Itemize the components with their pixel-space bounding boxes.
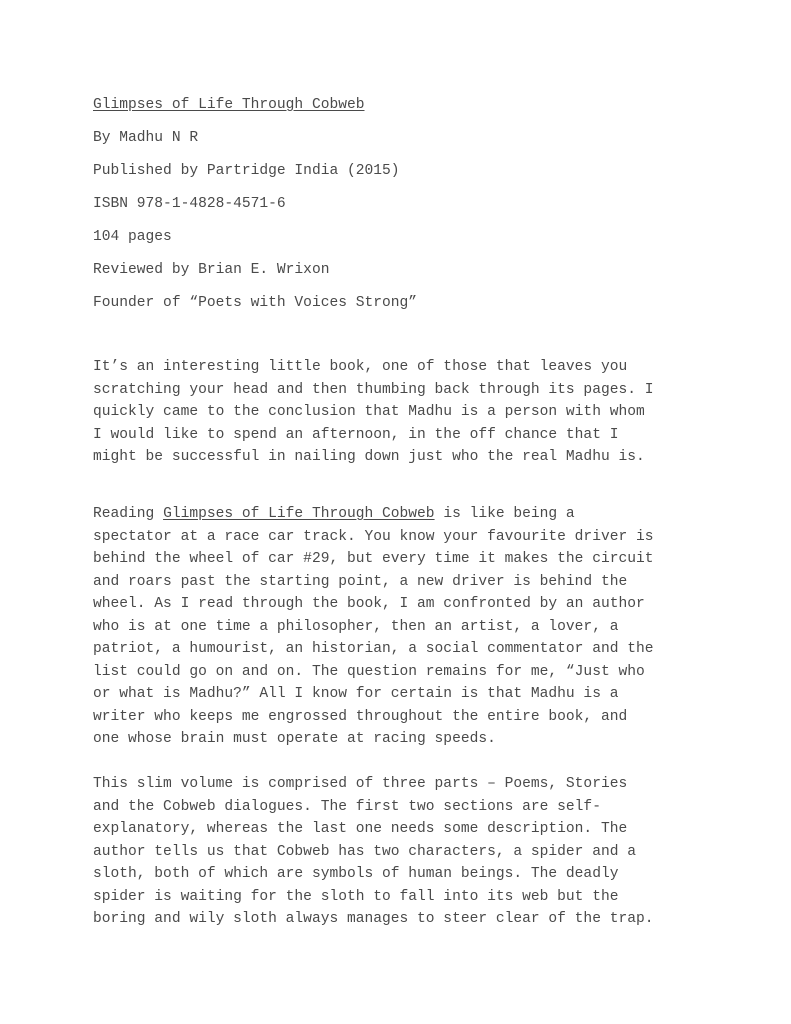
paragraph-line: behind the wheel of car #29, but every time it makes the circuit (93, 551, 654, 567)
pages-line: 104 pages (93, 229, 172, 245)
paragraph-line: might be successful in nailing down just who the real Madhu is. (93, 449, 645, 465)
paragraph-line: wheel. As I read through the book, I am confronted by an author (93, 596, 645, 612)
paragraph-line: one whose brain must operate at racing speeds. (93, 731, 496, 747)
inline-book-title: Glimpses of Life Through Cobweb (163, 506, 435, 522)
paragraph-first-line (93, 503, 654, 526)
publisher-line: Published by Partridge India (2015) (93, 163, 400, 179)
paragraph-line: boring and wily sloth always manages to steer clear of the trap. (93, 911, 654, 927)
book-title: Glimpses of Life Through Cobweb (93, 97, 365, 113)
paragraph-line: sloth, both of which are symbols of human beings. The deadly (93, 866, 619, 882)
paragraph-line: spectator at a race car track. You know your favourite driver is (93, 528, 654, 545)
paragraph-line: writer who keeps me engrossed throughout the entire book, and (93, 708, 628, 725)
paragraph-line: quickly came to the conclusion that Madhu is a person with whom (93, 404, 645, 420)
paragraph-line: and the Cobweb dialogues. The first two sections are self- (93, 798, 601, 815)
paragraph-line: who is at one time a philosopher, then an artist, a lover, a (93, 618, 619, 635)
paragraph-line: spider is waiting for the sloth to fall into its web but the (93, 888, 619, 905)
paragraph-line: It’s an interesting little book, one of those that leaves you (93, 359, 628, 375)
isbn-line: ISBN 978-1-4828-4571-6 (93, 196, 286, 212)
reviewer-role-line: Founder of “Poets with Voices Strong” (93, 295, 418, 311)
author-line: By Madhu N R (93, 130, 199, 146)
paragraph-line: and roars past the starting point, a new driver is behind the (93, 573, 628, 590)
paragraph-line: explanatory, whereas the last one needs some description. The (93, 821, 628, 837)
paragraph-intro (93, 356, 654, 469)
paragraph-line: or what is Madhu?” All I know for certain is that Madhu is a (93, 686, 619, 702)
paragraph-line: list could go on and on. The question remains for me, “Just who (93, 663, 645, 680)
line-suffix: is like being a (434, 506, 575, 522)
paragraph-line: author tells us that Cobweb has two characters, a spider and a (93, 843, 636, 860)
line-prefix: Reading (93, 506, 164, 522)
paragraph-line: scratching your head and then thumbing back through its pages. I (93, 381, 654, 398)
reviewer-line: Reviewed by Brian E. Wrixon (93, 262, 330, 278)
paragraph-line: patriot, a humourist, an historian, a social commentator and the (93, 641, 654, 657)
paragraph-line: This slim volume is comprised of three parts – Poems, Stories (93, 776, 628, 792)
paragraph-line: I would like to spend an afternoon, in the off chance that I (93, 426, 619, 443)
paragraph-structure (93, 773, 654, 931)
paragraph-race-car (93, 503, 654, 751)
